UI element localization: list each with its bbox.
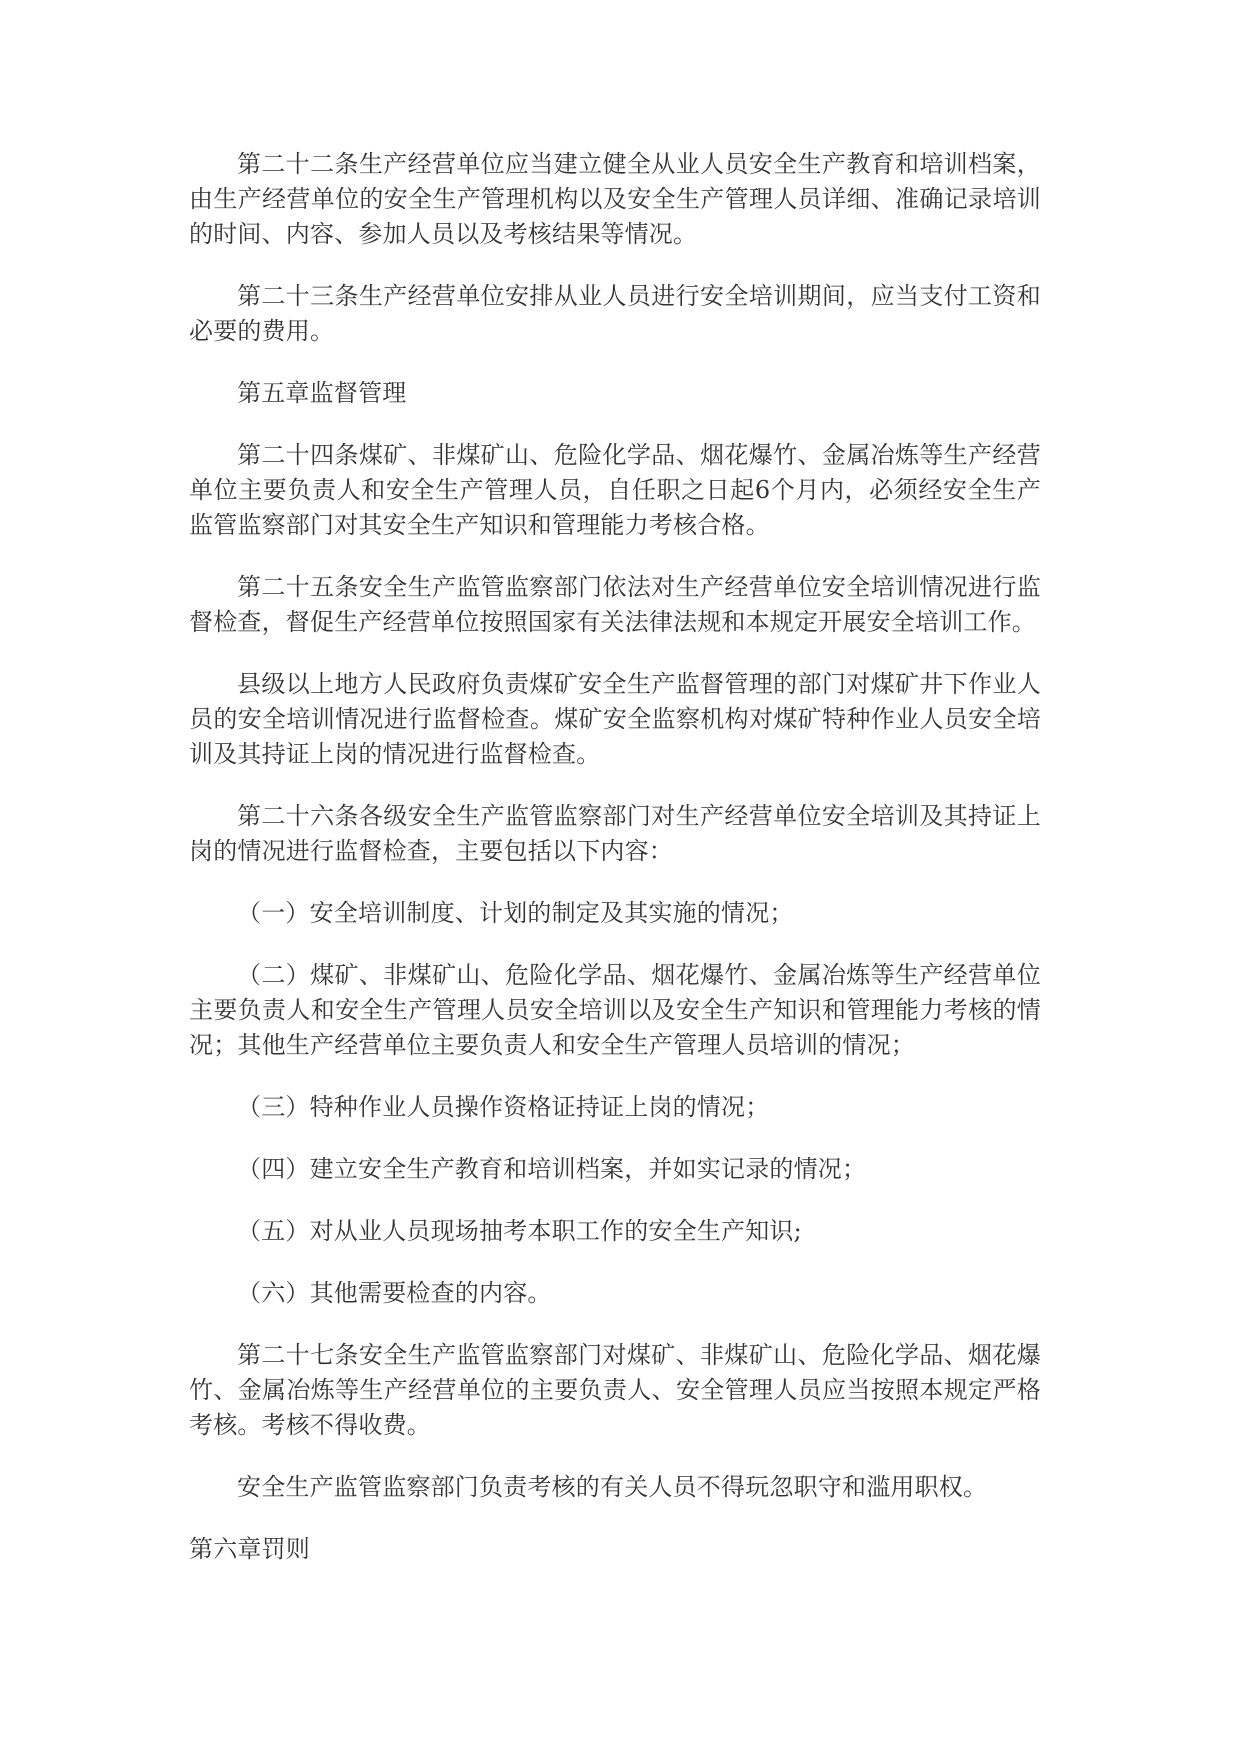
document-body: [189, 147, 1041, 1594]
article-26-item-2: （二）煤矿、非煤矿山、危险化学品、烟花爆竹、金属冶炼等生产经营单位主要负责人和安全生产管理人员安全培训以及安全生产知识和管理能力考核的情况；其他生产经营单位主要负责人和安全生产管理人员培训的情况；: [189, 961, 1041, 1059]
article-26: 第二十六条各级安全生产监管监察部门对生产经营单位安全培训及其持证上岗的情况进行监督检查，主要包括以下内容：: [189, 802, 1041, 865]
article-24: 第二十四条煤矿、非煤矿山、危险化学品、烟花爆竹、金属冶炼等生产经营单位主要负责人和安全生产管理人员，自任职之日起6个月内，必须经安全生产监管监察部门对其安全生产知识和管理能力考核合格。: [189, 441, 1041, 539]
article-22: 第二十二条生产经营单位应当建立健全从业人员安全生产教育和培训档案，由生产经营单位的安全生产管理机构以及安全生产管理人员详细、准确记录培训的时间、内容、参加人员以及考核结果等情况。: [189, 150, 1041, 248]
article-26-item-6: （六）其他需要检查的内容。: [237, 1279, 552, 1307]
article-26-item-1: （一）安全培训制度、计划的制定及其实施的情况；: [237, 899, 794, 927]
article-23: 第二十三条生产经营单位安排从业人员进行安全培训期间，应当支付工资和必要的费用。: [189, 282, 1041, 345]
article-26-item-5: （五）对从业人员现场抽考本职工作的安全生产知识;: [237, 1217, 802, 1245]
article-27-paragraph-2: 安全生产监管监察部门负责考核的有关人员不得玩忽职守和滥用职权。: [237, 1473, 988, 1501]
article-26-item-4: （四）建立安全生产教育和培训档案，并如实记录的情况；: [237, 1155, 867, 1183]
article-25: 第二十五条安全生产监管监察部门依法对生产经营单位安全培训情况进行监督检查，督促生产经营单位按照国家有关法律法规和本规定开展安全培训工作。: [189, 573, 1041, 636]
chapter-6-heading: 第六章罚则: [189, 1535, 310, 1563]
article-25-paragraph-2: 县级以上地方人民政府负责煤矿安全生产监督管理的部门对煤矿井下作业人员的安全培训情况进行监督检查。煤矿安全监察机构对煤矿特种作业人员安全培训及其持证上岗的情况进行监督检查。: [189, 670, 1041, 768]
article-27: 第二十七条安全生产监管监察部门对煤矿、非煤矿山、危险化学品、烟花爆竹、金属冶炼等生产经营单位的主要负责人、安全管理人员应当按照本规定严格考核。考核不得收费。: [189, 1341, 1041, 1439]
chapter-5-heading: 第五章监督管理: [237, 379, 407, 407]
article-26-item-3: （三）特种作业人员操作资格证持证上岗的情况；: [237, 1093, 770, 1121]
